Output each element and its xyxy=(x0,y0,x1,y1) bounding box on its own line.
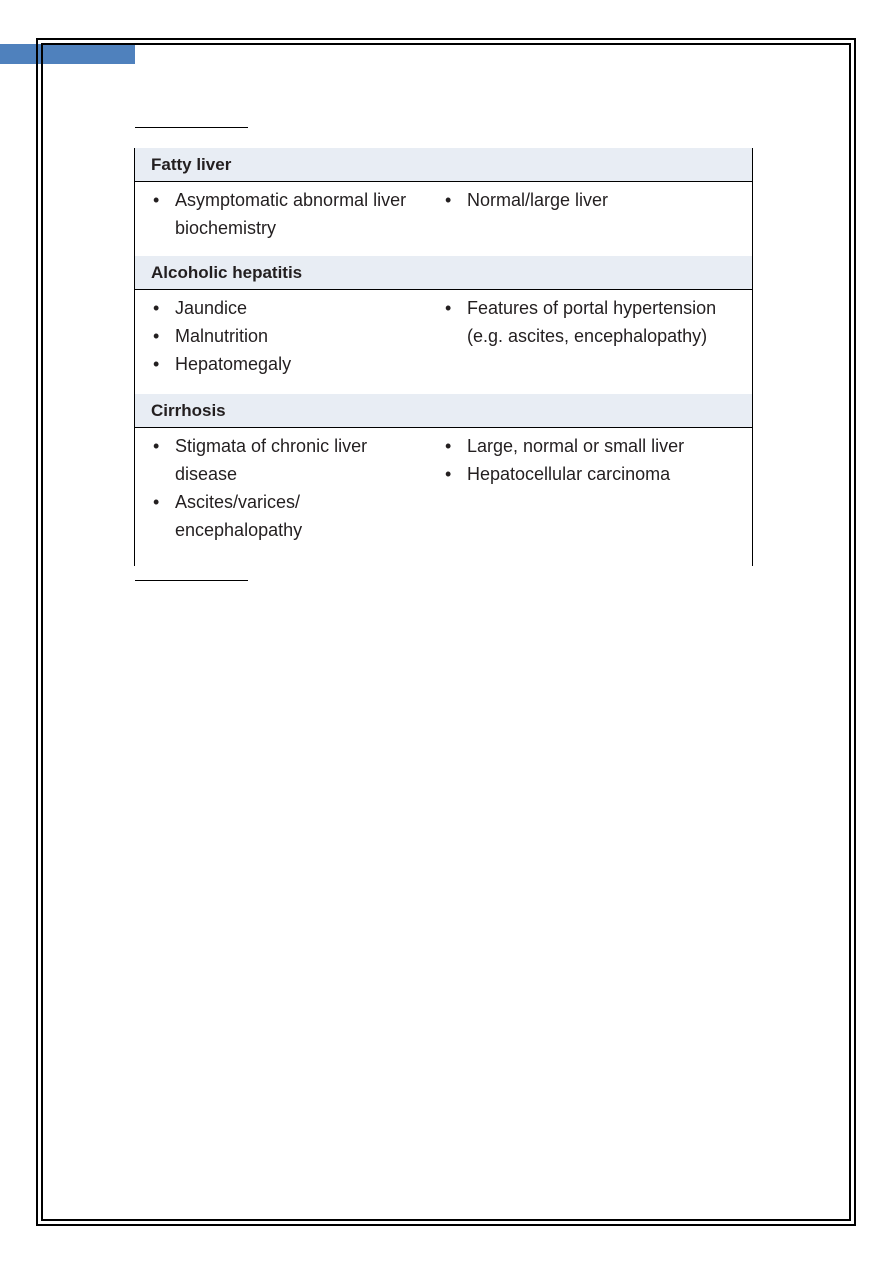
list-item xyxy=(153,432,428,488)
list-item xyxy=(445,294,754,350)
section-alcoholic-hepatitis xyxy=(135,256,752,394)
list-item xyxy=(153,350,428,378)
bullet-icon: • xyxy=(445,464,452,484)
table-top-rule xyxy=(135,127,248,128)
section-body xyxy=(135,428,752,566)
bullet-icon: • xyxy=(445,436,452,456)
list-item xyxy=(153,294,428,322)
section-body xyxy=(135,290,752,394)
item-text: Stigmata of chronic liver disease xyxy=(175,436,368,484)
table-bottom-rule xyxy=(135,580,248,581)
section-header: Alcoholic hepatitis xyxy=(135,256,752,290)
item-text: Hepatomegaly xyxy=(175,354,292,374)
section-header: Fatty liver xyxy=(135,148,752,182)
right-column xyxy=(428,186,754,250)
left-column xyxy=(135,432,428,560)
bullet-icon: • xyxy=(153,190,160,210)
right-column xyxy=(428,294,754,388)
item-text: Normal/large liver xyxy=(467,190,609,210)
left-column xyxy=(135,186,428,250)
item-text: Asymptomatic abnormal liver biochemistry xyxy=(175,190,407,238)
bullet-icon: • xyxy=(445,190,452,210)
right-column xyxy=(428,432,754,560)
bullet-icon: • xyxy=(153,436,160,456)
list-item xyxy=(153,488,428,544)
bullet-icon: • xyxy=(153,326,160,346)
list-item xyxy=(445,432,754,460)
list-item xyxy=(153,186,428,242)
section-body xyxy=(135,182,752,256)
item-text: Hepatocellular carcinoma xyxy=(467,464,671,484)
item-text: Features of portal hypertension (e.g. ascites, encephalopathy) xyxy=(467,298,717,346)
list-item xyxy=(445,186,754,214)
bullet-icon: • xyxy=(445,298,452,318)
item-text: Large, normal or small liver xyxy=(467,436,685,456)
bullet-icon: • xyxy=(153,298,160,318)
item-text: Malnutrition xyxy=(175,326,269,346)
item-text: Ascites/varices/ encephalopathy xyxy=(175,492,303,540)
section-fatty-liver xyxy=(135,148,752,256)
section-header: Cirrhosis xyxy=(135,394,752,428)
bullet-icon: • xyxy=(153,354,160,374)
section-cirrhosis xyxy=(135,394,752,566)
list-item xyxy=(153,322,428,350)
alcoholic-liver-disease-table xyxy=(134,148,753,566)
bullet-icon: • xyxy=(153,492,160,512)
item-text: Jaundice xyxy=(175,298,248,318)
list-item xyxy=(445,460,754,488)
left-column xyxy=(135,294,428,388)
